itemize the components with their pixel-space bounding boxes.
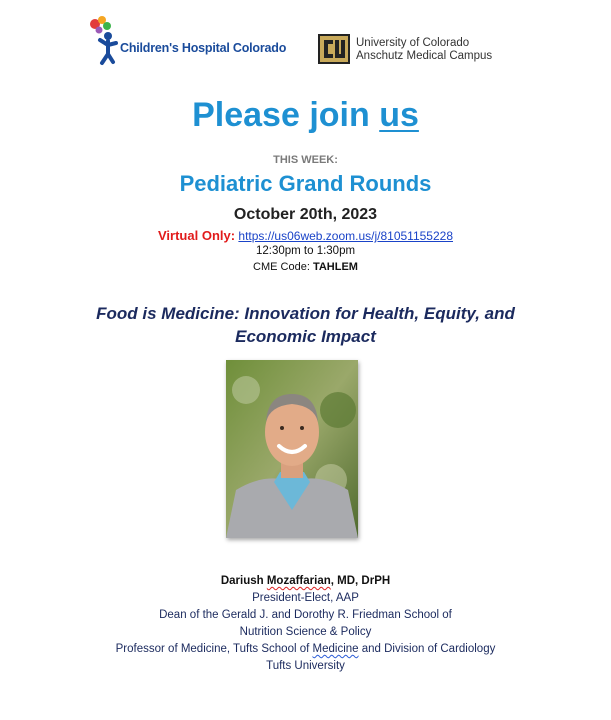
childrens-hospital-balloon-figure-icon [88, 16, 122, 66]
speaker-role-5: Tufts University [266, 660, 345, 672]
speaker-role-1: President-Elect, AAP [252, 592, 359, 604]
virtual-line [0, 228, 611, 243]
title-emphasis: us [379, 96, 419, 134]
cme-code-line [0, 261, 611, 273]
cu-anschutz-logo [318, 34, 518, 74]
zoom-link[interactable]: https://us06web.zoom.us/j/81051155228 [238, 229, 453, 243]
talk-title-line1: Food is Medicine: Innovation for Health, Equity, and [96, 304, 515, 323]
event-date: October 20th, 2023 [233, 206, 378, 223]
talk-title [0, 302, 611, 348]
speaker-photo [226, 360, 358, 538]
cme-code-value: TAHLEM [312, 261, 358, 273]
speaker-first-name: Dariush [220, 575, 267, 587]
childrens-hospital-logo [88, 16, 288, 68]
event-name: Pediatric Grand Rounds [179, 171, 432, 196]
cu-name-line2: Anschutz Medical Campus [356, 50, 493, 62]
page-title [0, 96, 611, 135]
speaker-role-3: Nutrition Science & Policy [239, 626, 372, 638]
cu-name-line1: University of Colorado [356, 37, 470, 49]
this-week-label: THIS WEEK: [273, 154, 338, 166]
speaker-role-4-b: Medicine [312, 643, 359, 655]
speaker-role-4-a: Professor of Medicine, Tufts School of [115, 643, 313, 655]
cme-code-label: CME Code: [253, 261, 313, 273]
cu-emblem-icon [318, 34, 350, 64]
title-prefix: Please join [192, 96, 380, 134]
virtual-only-label: Virtual Only: [158, 228, 236, 243]
speaker-role-4-c: and Division of Cardiology [358, 643, 496, 655]
speaker-last-name: Mozaffarian [266, 575, 331, 587]
speaker-role-4 [0, 641, 611, 658]
speaker-role-2: Dean of the Gerald J. and Dorothy R. Friedman School of [159, 609, 452, 621]
speaker-credentials: , MD, DrPH [330, 575, 391, 587]
speaker-name [0, 573, 611, 590]
event-time: 12:30pm to 1:30pm [255, 245, 356, 257]
talk-title-line2: Economic Impact [235, 327, 376, 346]
speaker-bio [0, 573, 611, 675]
childrens-hospital-name: Children's Hospital Colorado [120, 41, 287, 55]
